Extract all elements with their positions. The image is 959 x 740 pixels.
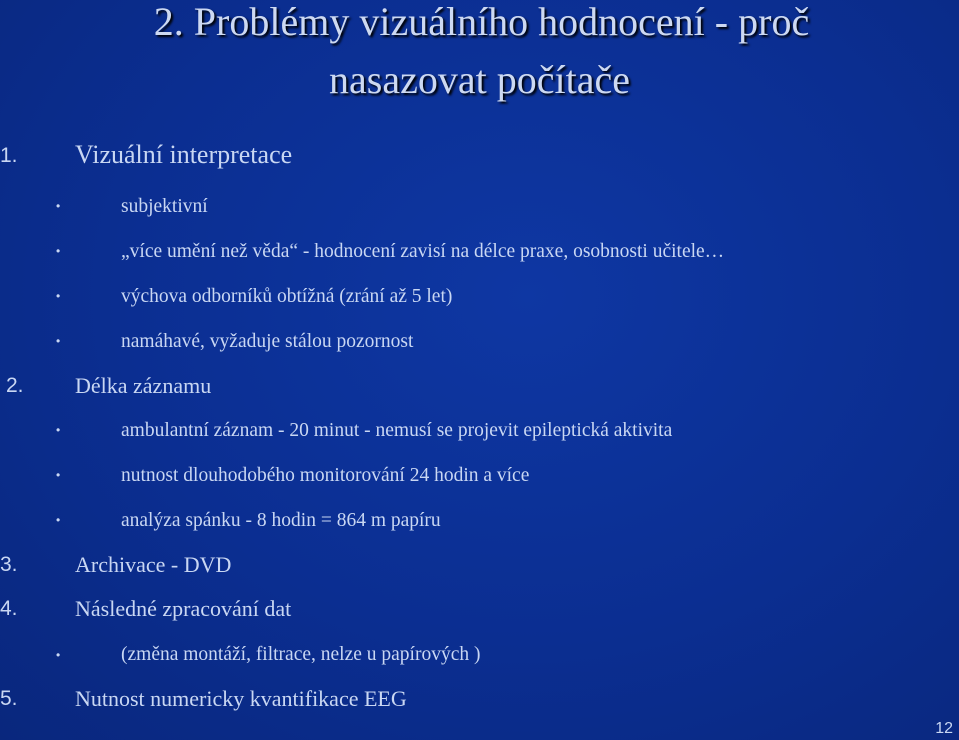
section-number: 1. xyxy=(0,144,18,167)
bullet-icon: • xyxy=(56,244,61,258)
list-item: „více umění než věda“ - hodnocení zavisí na délce praxe, osobnosti učitele… xyxy=(121,241,725,262)
bullet-icon: • xyxy=(56,468,61,482)
section-label: Archivace - DVD xyxy=(75,552,232,577)
list-item: nutnost dlouhodobého monitorování 24 hodin a více xyxy=(121,465,530,486)
section-label: Délka záznamu xyxy=(75,373,212,398)
section-number: 4. xyxy=(0,597,18,620)
bullet-icon: • xyxy=(56,289,61,303)
section-label: Následné zpracování dat xyxy=(75,596,292,621)
section-number: 5. xyxy=(0,687,18,710)
list-item: ambulantní záznam - 20 minut - nemusí se projevit epileptická aktivita xyxy=(121,420,673,441)
section-label: Nutnost numericky kvantifikace EEG xyxy=(75,686,407,711)
section-number: 2. xyxy=(6,374,24,397)
list-item: (změna montáží, filtrace, nelze u papírových ) xyxy=(121,644,481,665)
slide-title-line-2: nasazovat počítače xyxy=(329,57,630,102)
list-item: výchova odborníků obtížná (zrání až 5 let) xyxy=(121,286,453,307)
bullet-icon: • xyxy=(56,423,61,437)
bullet-icon: • xyxy=(56,648,61,662)
slide-title-line-1: 2. Problémy vizuálního hodnocení - proč xyxy=(153,0,810,44)
section-number: 3. xyxy=(0,553,18,576)
bullet-icon: • xyxy=(56,334,61,348)
list-item: namáhavé, vyžaduje stálou pozornost xyxy=(121,331,414,352)
list-item: subjektivní xyxy=(121,196,208,217)
bullet-icon: • xyxy=(56,199,61,213)
list-item: analýza spánku - 8 hodin = 864 m papíru xyxy=(121,510,441,531)
page-number: 12 xyxy=(935,720,953,737)
bullet-icon: • xyxy=(56,513,61,527)
section-label: Vizuální interpretace xyxy=(75,140,293,169)
